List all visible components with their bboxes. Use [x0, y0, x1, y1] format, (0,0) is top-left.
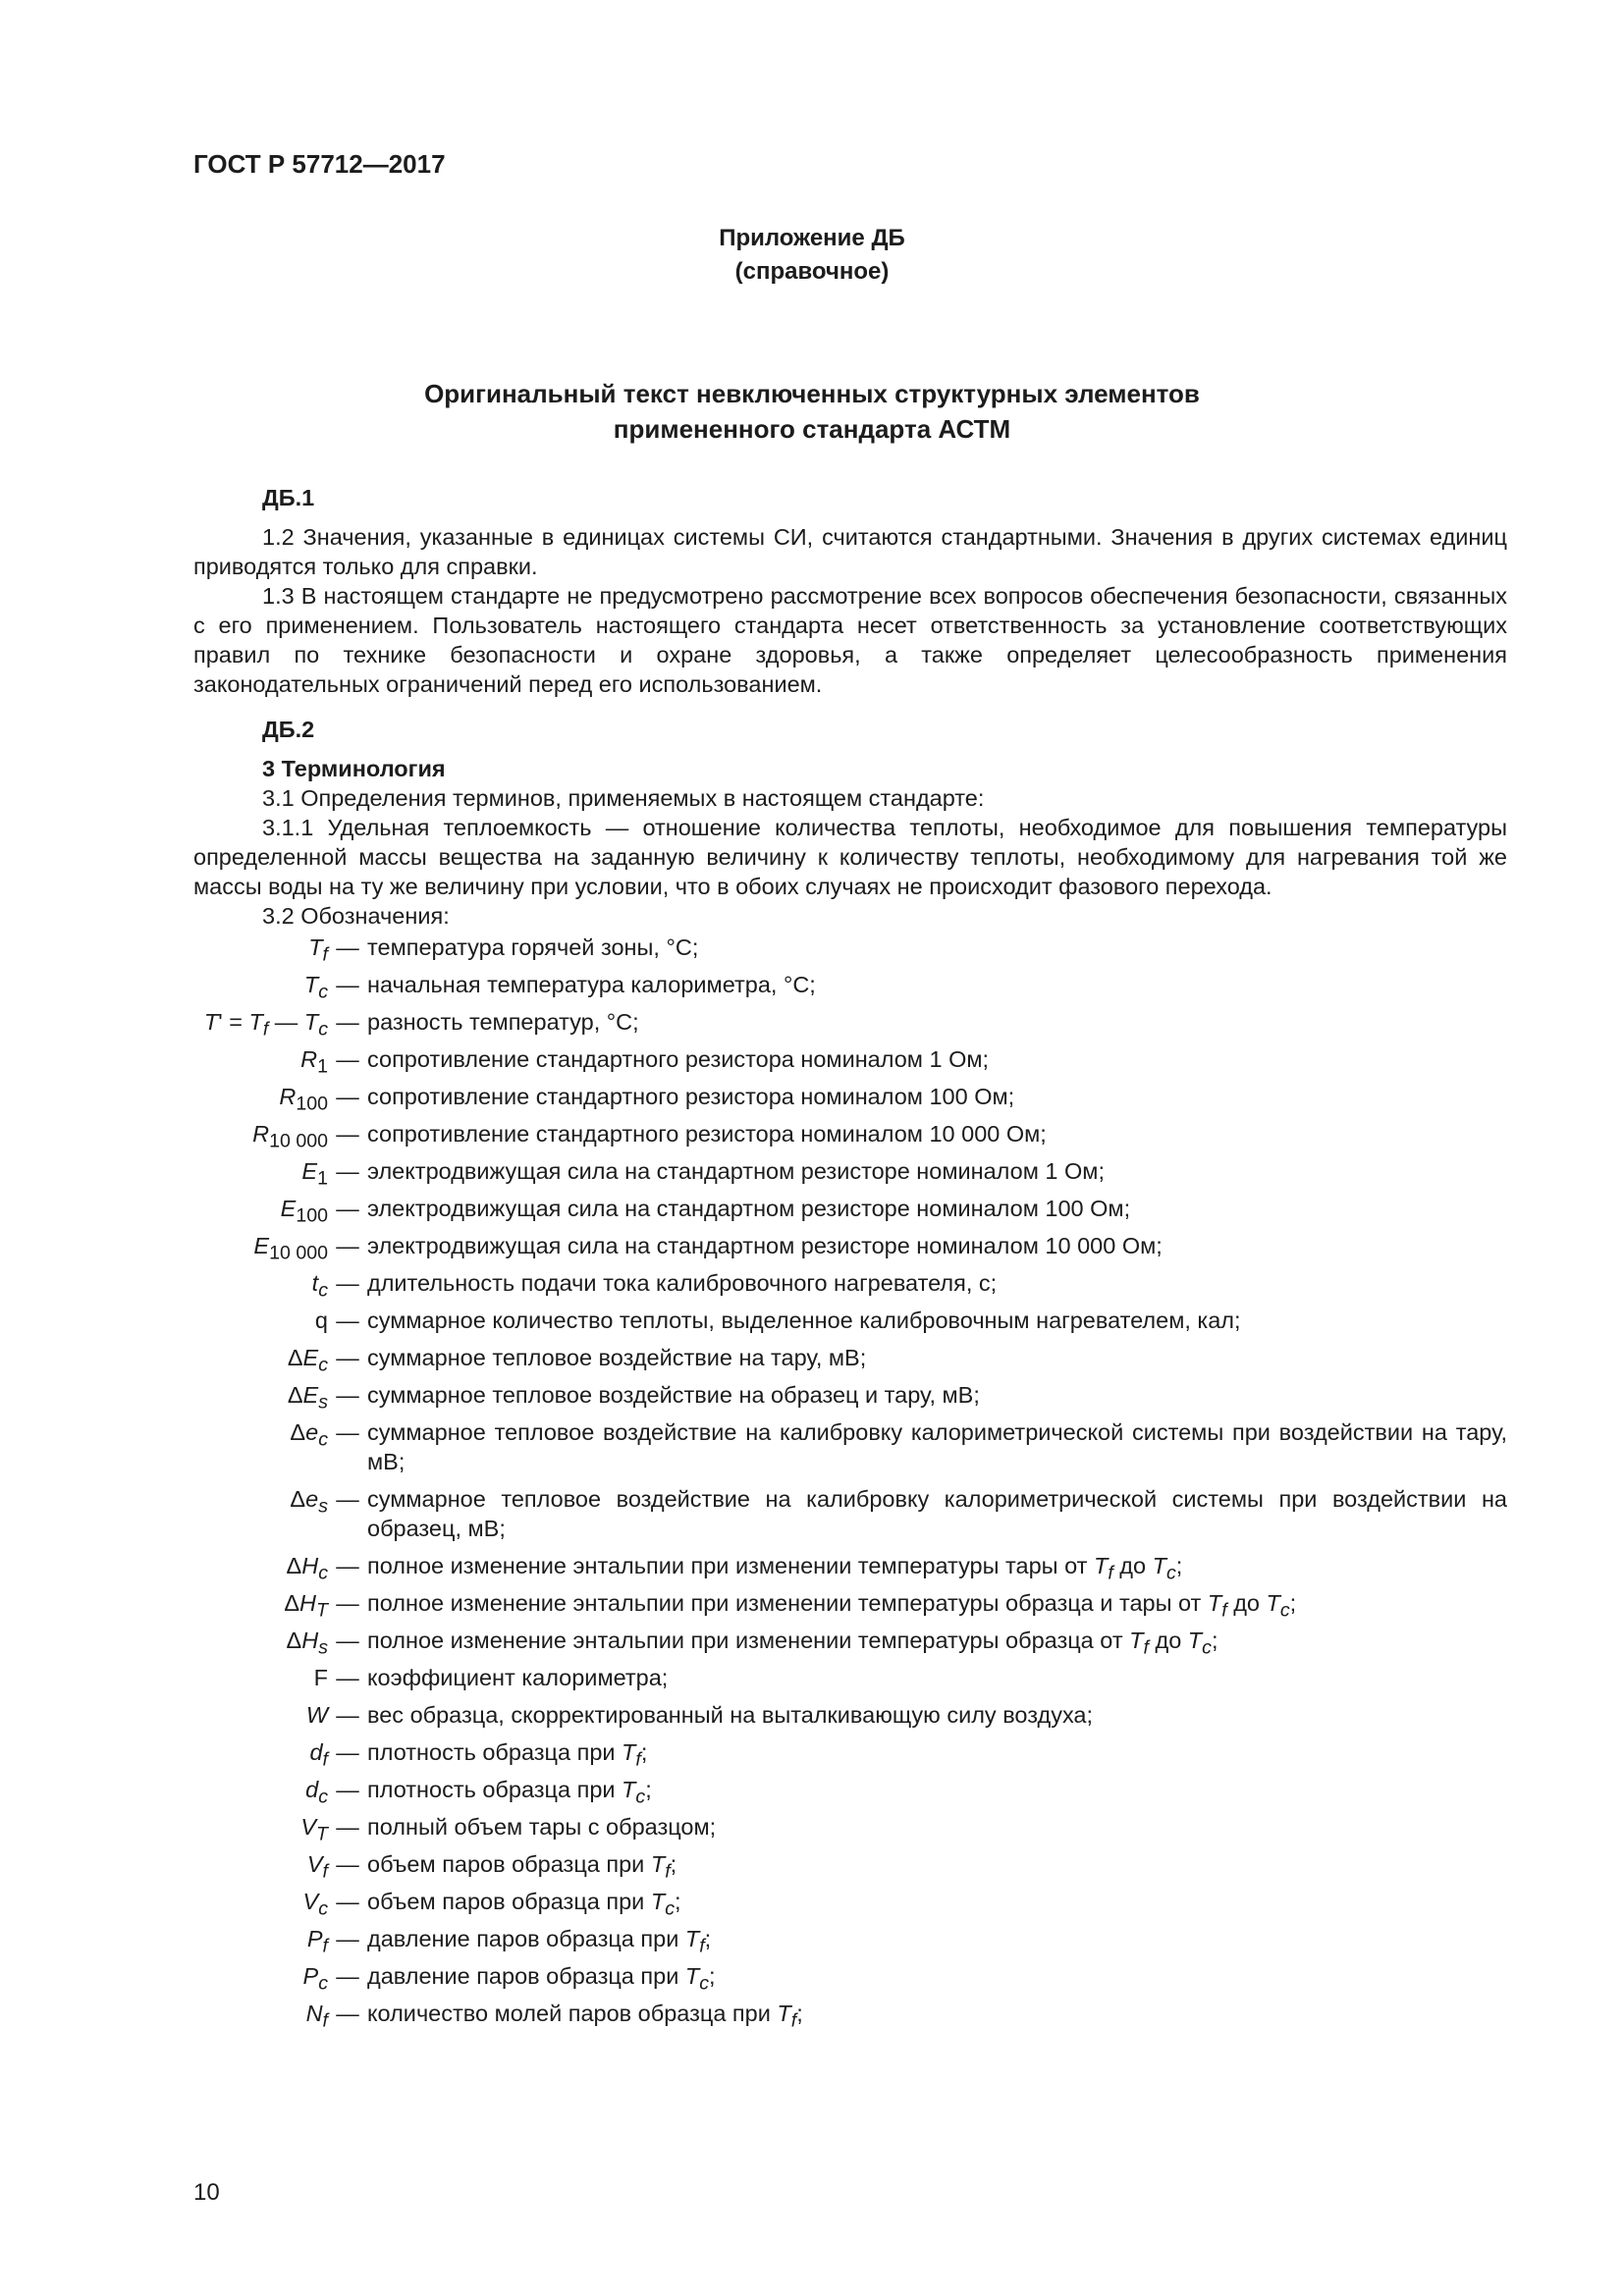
symbol-dash: — — [336, 1889, 359, 1914]
symbol: $\Delta H_s$ — [286, 1628, 328, 1659]
symbol-dash: — — [336, 1814, 359, 1840]
symbol-row — [193, 1887, 1507, 1924]
symbol: $V_c$ — [302, 1889, 328, 1920]
symbol-description: сопротивление стандартного резистора номиналом 10 000 Ом; — [367, 1121, 1047, 1147]
appendix-label: Приложение ДБ — [719, 225, 905, 251]
symbol-row — [193, 1999, 1507, 2036]
symbol-description: давление паров образца при $T_f$; — [367, 1926, 712, 1957]
appendix-title — [0, 376, 1624, 447]
document-body — [193, 483, 1507, 2036]
symbol-dash: — — [336, 1851, 359, 1877]
symbol: $\Delta e_s$ — [290, 1486, 328, 1518]
symbol-dash: — — [336, 1553, 359, 1578]
section-db2-heading: ДБ.2 — [262, 717, 315, 742]
symbol-description: сопротивление стандартного резистора номиналом 1 Ом; — [367, 1046, 990, 1072]
symbol: F — [313, 1665, 328, 1690]
symbol-description: разность температур, °C; — [367, 1009, 639, 1035]
symbol: $\Delta e_c$ — [290, 1419, 328, 1451]
symbol: $\Delta H_c$ — [286, 1553, 328, 1584]
symbol-description: электродвижущая сила на стандартном резисторе номиналом 10 000 Ом; — [367, 1233, 1163, 1258]
appendix-heading — [0, 222, 1624, 289]
symbol: $V_f$ — [306, 1851, 328, 1883]
symbol-dash: — — [336, 1963, 359, 1989]
symbol-row — [193, 1194, 1507, 1231]
symbol: $\Delta E_c$ — [287, 1345, 328, 1376]
symbol: $E_{10 000}$ — [253, 1233, 328, 1264]
symbol: $R_{10 000}$ — [252, 1121, 328, 1152]
symbol-dash: — — [336, 1345, 359, 1370]
symbol-description: электродвижущая сила на стандартном резисторе номиналом 1 Ом; — [367, 1158, 1105, 1184]
page-number: 10 — [193, 2179, 220, 2206]
symbol: $R_{100}$ — [279, 1084, 328, 1115]
symbol: $\Delta E_s$ — [287, 1382, 328, 1414]
symbol-description: электродвижущая сила на стандартном резисторе номиналом 100 Ом; — [367, 1196, 1131, 1221]
symbol-dash: — — [336, 2001, 359, 2026]
symbol-row — [193, 1044, 1507, 1082]
symbol-description: длительность подачи тока калибровочного нагревателя, с; — [367, 1270, 998, 1296]
symbol-description: полное изменение энтальпии при изменении температуры тары от $T_f$ до $T_c$; — [367, 1553, 1183, 1584]
paragraph-1-3: 1.3 В настоящем стандарте не предусмотрено рассмотрение всех вопросов обеспечения безопасности, связанных с его применением. Пользователь настоящего стандарта несет ответственность за установление соответствующих правил по технике безопасности и охране здоровья, а также определяет целесообразность применения законодательных ограничений перед его использованием. — [193, 583, 1507, 697]
symbol: $R_1$ — [300, 1046, 328, 1078]
symbol-row — [193, 1663, 1507, 1700]
symbol: q — [314, 1308, 328, 1333]
symbol-dash: — — [336, 1702, 359, 1728]
symbol-description: коэффициент калориметра; — [367, 1665, 669, 1690]
symbol-description: объем паров образца при $T_f$; — [367, 1851, 677, 1883]
symbol-dash: — — [336, 1308, 359, 1333]
symbol-dash: — — [336, 1084, 359, 1109]
symbol-dash: — — [336, 1196, 359, 1221]
symbol-dash: — — [336, 1419, 359, 1445]
symbol-row — [193, 1961, 1507, 1999]
symbol-description: полный объем тары с образцом; — [367, 1814, 717, 1840]
paragraph-3-1-1: 3.1.1 Удельная теплоемкость — отношение количества теплоты, необходимое для повышения температуры определенной массы вещества на заданную величину к количеству теплоты, необходимому для нагревания той же массы воды на ту же величину при условии, что в обоих случаях не происходит фазового перехода. — [193, 815, 1507, 899]
symbol-row — [193, 1082, 1507, 1119]
paragraph-3-1: 3.1 Определения терминов, применяемых в настоящем стандарте: — [262, 785, 985, 811]
symbol-dash: — — [336, 1121, 359, 1147]
symbol-description: суммарное тепловое воздействие на калибровку калориметрической системы при воздействии на образец, мВ; — [367, 1486, 1507, 1541]
symbol-description: температура горячей зоны, °C; — [367, 934, 699, 960]
symbol-row — [193, 1417, 1507, 1484]
symbol: $\Delta H_T$ — [284, 1590, 328, 1622]
symbol-row — [193, 1156, 1507, 1194]
symbol-dash: — — [336, 1382, 359, 1408]
symbols-list — [193, 933, 1507, 2036]
symbol-description: количество молей паров образца при $T_f$; — [367, 2001, 803, 2032]
appendix-type: (справочное) — [734, 258, 890, 285]
symbol: $T_c$ — [303, 972, 328, 1003]
symbol-dash: — — [336, 1158, 359, 1184]
symbol-row — [193, 970, 1507, 1007]
symbol-description: начальная температура калориметра, °C; — [367, 972, 816, 997]
symbol-dash: — — [336, 1628, 359, 1653]
symbol-row — [193, 1626, 1507, 1663]
symbol-description: вес образца, скорректированный на выталкивающую силу воздуха; — [367, 1702, 1094, 1728]
symbol: $d_f$ — [309, 1739, 328, 1771]
symbol: $N_f$ — [305, 2001, 328, 2032]
symbol: $t_c$ — [311, 1270, 328, 1302]
symbol-dash: — — [336, 972, 359, 997]
symbol-dash: — — [336, 1739, 359, 1765]
symbol-description: плотность образца при $T_f$; — [367, 1739, 648, 1771]
symbol-row — [193, 1849, 1507, 1887]
symbol-row — [193, 1484, 1507, 1551]
symbol-description: полное изменение энтальпии при изменении температуры образца от $T_f$ до $T_c$; — [367, 1628, 1218, 1659]
symbol: W — [305, 1702, 328, 1728]
symbol-row — [193, 1737, 1507, 1775]
symbol-dash: — — [336, 1009, 359, 1035]
symbol-row — [193, 933, 1507, 970]
symbol-row — [193, 1007, 1507, 1044]
symbol-row — [193, 1924, 1507, 1961]
symbol-dash: — — [336, 934, 359, 960]
symbol-dash: — — [336, 1046, 359, 1072]
paragraph-1-2: 1.2 Значения, указанные в единицах системы СИ, считаются стандартными. Значения в других системах единиц приводятся только для справки. — [193, 524, 1507, 579]
symbol-row — [193, 1343, 1507, 1380]
symbol-dash: — — [336, 1665, 359, 1690]
symbol-dash: — — [336, 1590, 359, 1616]
symbol: $V_T$ — [300, 1814, 328, 1845]
symbol-description: объем паров образца при $T_c$; — [367, 1889, 681, 1920]
symbol-dash: — — [336, 1270, 359, 1296]
terminology-heading: 3 Терминология — [262, 756, 446, 781]
symbol-description: сопротивление стандартного резистора номиналом 100 Ом; — [367, 1084, 1015, 1109]
symbol: $d_c$ — [305, 1777, 328, 1808]
title-line-2: примененного стандарта АСТМ — [613, 414, 1011, 444]
symbol-dash: — — [336, 1777, 359, 1802]
symbol-row — [193, 1812, 1507, 1849]
symbol-description: плотность образца при $T_c$; — [367, 1777, 652, 1808]
symbol-row — [193, 1231, 1507, 1268]
symbol-row — [193, 1551, 1507, 1588]
section-db1-heading: ДБ.1 — [262, 485, 315, 510]
symbol-description: полное изменение энтальпии при изменении температуры образца и тары от $T_f$ до $T_c$; — [367, 1590, 1297, 1622]
symbol-row — [193, 1306, 1507, 1343]
symbol-row — [193, 1119, 1507, 1156]
symbol-description: суммарное тепловое воздействие на тару, мВ; — [367, 1345, 867, 1370]
symbol: $P_f$ — [306, 1926, 328, 1957]
paragraph-3-2: 3.2 Обозначения: — [262, 903, 450, 929]
symbol-row — [193, 1380, 1507, 1417]
symbol-description: суммарное тепловое воздействие на калибровку калориметрической системы при воздействии на тару, мВ; — [367, 1419, 1507, 1474]
symbol-row — [193, 1588, 1507, 1626]
symbol-description: суммарное тепловое воздействие на образец и тару, мВ; — [367, 1382, 980, 1408]
symbol: $T_f$ — [308, 934, 328, 966]
symbol-description: суммарное количество теплоты, выделенное калибровочным нагревателем, кал; — [367, 1308, 1241, 1333]
symbol: $P_c$ — [302, 1963, 328, 1995]
symbol-row — [193, 1775, 1507, 1812]
symbol-row — [193, 1268, 1507, 1306]
symbol: $E_{100}$ — [280, 1196, 328, 1227]
symbol-dash: — — [336, 1926, 359, 1951]
title-line-1: Оригинальный текст невключенных структурных элементов — [424, 379, 1200, 408]
symbol-dash: — — [336, 1233, 359, 1258]
symbol-row — [193, 1700, 1507, 1737]
symbol-dash: — — [336, 1486, 359, 1512]
symbol: $E_1$ — [301, 1158, 328, 1190]
symbol: $T' = T_f$ — $T_c$ — [203, 1009, 328, 1041]
document-header: ГОСТ Р 57712—2017 — [193, 149, 446, 179]
symbol-description: давление паров образца при $T_c$; — [367, 1963, 716, 1995]
